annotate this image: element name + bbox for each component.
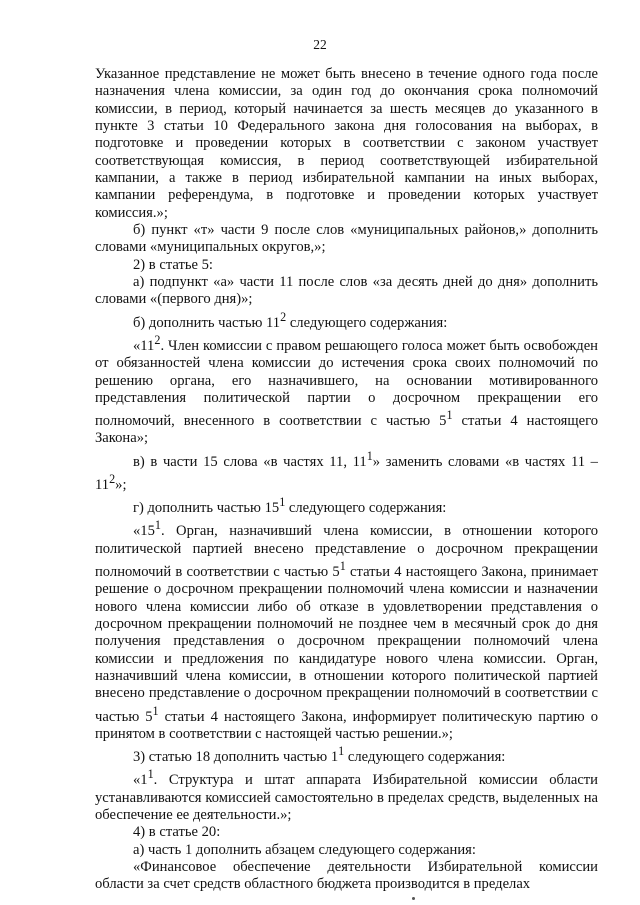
- paragraph-text: 4) в статье 20:: [133, 824, 221, 841]
- paragraph-text: 3) статью 18 дополнить частью 1: [133, 748, 339, 765]
- paragraph-text: б) пункт «т» части 9 после слов «муниципальных районов,» дополнить словами «муниципальных округов,»;: [95, 222, 598, 256]
- superscript: 2: [154, 333, 161, 348]
- superscript: 1: [279, 495, 286, 510]
- paragraph-text: следующего содержания:: [285, 500, 447, 517]
- scan-speck: [412, 897, 415, 900]
- paragraph-text: статьи 4 настоящего Закона, информирует политическую партию о принятом в соответствии с настоящей частью решении.»;: [95, 708, 598, 742]
- superscript: 1: [339, 558, 346, 573]
- superscript: 2: [280, 309, 287, 324]
- paragraph-text: в) в части 15 слова «в частях 11, 11: [133, 453, 367, 470]
- superscript: 2: [109, 472, 116, 486]
- paragraph: [95, 332, 598, 448]
- paragraph-text: «15: [133, 523, 155, 540]
- paragraph: [95, 257, 598, 274]
- paragraph-text: 2) в статье 5:: [133, 256, 213, 273]
- paragraph: [95, 743, 598, 766]
- paragraph-text: «11: [133, 337, 155, 354]
- paragraph-text: а) часть 1 дополнить абзацем следующего содержания:: [133, 841, 476, 858]
- paragraph: [95, 517, 598, 743]
- superscript: 1: [154, 518, 161, 533]
- paragraph: [95, 448, 598, 494]
- paragraph-text: »;: [115, 476, 127, 493]
- superscript: 1: [366, 448, 373, 463]
- paragraph: [95, 859, 598, 894]
- paragraph-text: . Член комиссии с правом решающего голоса может быть освобожден от обязанностей члена комиссии до истечения срока своих полномочий по решению органа, его назначившего, на основании мотивированного представления политической партии о досрочном прекращении его полномочий, внесенного в соответствии с частью 5: [95, 337, 598, 430]
- paragraph: [95, 309, 598, 332]
- paragraph: [95, 766, 598, 824]
- paragraph-text: следующего содержания:: [344, 748, 506, 765]
- paragraph-text: » заменить словами «в частях 11 – 11: [95, 453, 598, 493]
- paragraph-text: . Структура и штат аппарата Избирательной комиссии области устанавливаются комиссией самостоятельно в пределах средств, выделенных на обеспечение ее деятельности.»;: [95, 772, 598, 823]
- paragraph: [95, 66, 598, 222]
- paragraph: [95, 494, 598, 517]
- paragraph: [95, 824, 598, 841]
- paragraph-text: Указанное представление не может быть внесено в течение одного года после назначения члена комиссии, за один год до окончания срока полномочий комиссии, в период, который начинается за шесть месяцев до указанного в пункте 3 статьи 10 Федерального закона дня голосования на выборах, в подготовке и проведении которых в соответствии с законом участвует соответствующая комиссия, в период соответствующей избирательной кампании, а также в период избирательной кампании на иных выборах, кампании референдума, в подготовке и проведении которых участвует комиссия.»;: [95, 66, 598, 221]
- paragraph-text: б) дополнить частью 11: [133, 314, 281, 331]
- paragraph-text: а) подпункт «а» части 11 после слов «за десять дней до дня» дополнить словами «(первого дня)»;: [95, 274, 598, 308]
- paragraph-text: статьи 4 настоящего Закона»;: [95, 413, 598, 447]
- paragraph-text: «1: [133, 772, 148, 789]
- paragraph: [95, 274, 598, 309]
- paragraph-text: «Финансовое обеспечение деятельности Избирательной комиссии области за счет средств областного бюджета производится в пределах: [95, 858, 598, 893]
- superscript: 1: [446, 408, 453, 423]
- paragraph-text: г) дополнить частью 15: [133, 500, 280, 517]
- superscript: 1: [147, 767, 154, 782]
- document-body: [95, 66, 598, 894]
- paragraph: [95, 842, 598, 859]
- paragraph: [95, 222, 598, 257]
- paragraph-text: . Орган, назначивший члена комиссии, в отношении которого политической партией внесено представление о досрочном прекращении полномочий в соответствии с частью 5: [95, 523, 598, 580]
- paragraph-text: статьи 4 настоящего Закона, принимает решение о досрочном прекращении полномочий члена комиссии и назначении нового члена комиссии либо об отказе в удовлетворении представления о досрочном прекращении полномочий не позднее чем в месячный срок до дня получения представления о досрочном прекращении полномочий члена комиссии и предложения по кандидатуре нового члена комиссии. Орган, назначивший члена комиссии, в отношении которого политической партией внесено представление о досрочном прекращении полномочий в соответствии с частью 5: [95, 563, 598, 725]
- page-number: 22: [313, 37, 327, 52]
- paragraph-text: следующего содержания:: [286, 314, 448, 331]
- superscript: 1: [152, 703, 159, 718]
- superscript: 1: [338, 744, 345, 759]
